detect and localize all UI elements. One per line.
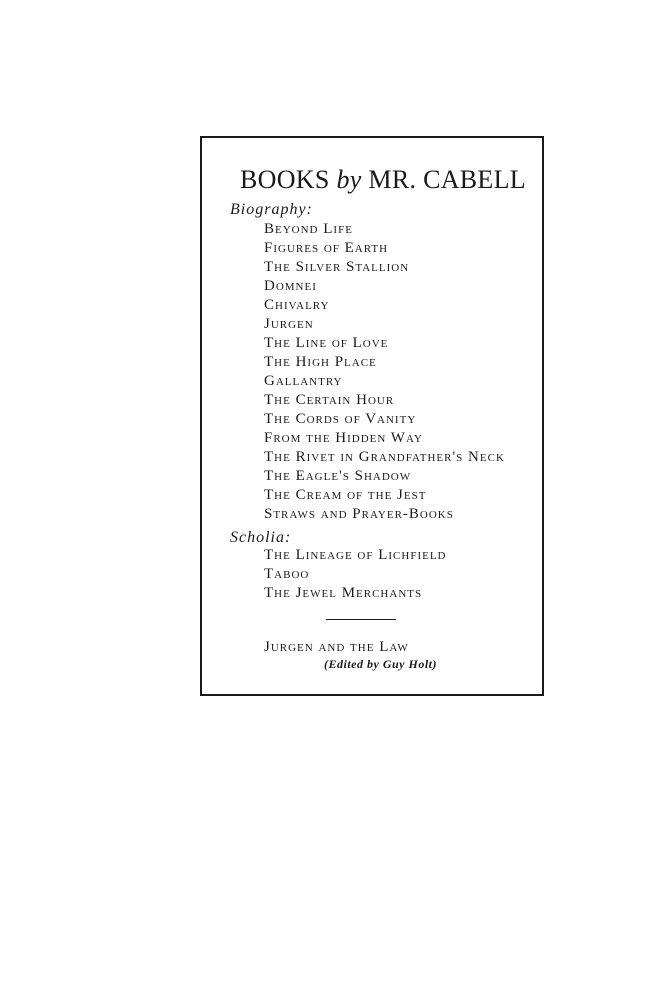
list-item: The Rivet in Grandfather's Neck — [264, 449, 505, 465]
title-by: by — [336, 165, 362, 194]
list-item: Figures of Earth — [264, 240, 389, 256]
page-title — [240, 164, 526, 196]
divider-rule — [326, 619, 396, 620]
list-item: The Cream of the Jest — [264, 487, 427, 503]
list-item: Jurgen — [264, 316, 314, 332]
list-item: The Eagle's Shadow — [264, 468, 412, 484]
biography-list — [264, 220, 505, 524]
list-item: The Lineage of Lichfield — [264, 547, 447, 563]
book-list-frame — [200, 136, 544, 696]
appendix-title: Jurgen and the Law — [264, 639, 409, 655]
list-item: The Cords of Vanity — [264, 411, 417, 427]
list-item: Gallantry — [264, 373, 343, 389]
list-item: Taboo — [264, 566, 310, 582]
list-item: The High Place — [264, 354, 377, 370]
list-item: The Silver Stallion — [264, 259, 410, 275]
section-label-scholia: Scholia: — [230, 529, 292, 546]
list-item: From the Hidden Way — [264, 430, 423, 446]
list-item: Straws and Prayer-Books — [264, 506, 454, 522]
list-item: Chivalry — [264, 297, 330, 313]
title-author: MR. CABELL — [368, 165, 526, 194]
list-item: The Jewel Merchants — [264, 585, 423, 601]
scholia-list — [264, 546, 447, 603]
title-books: BOOKS — [240, 165, 330, 194]
appendix-note: (Edited by Guy Holt) — [324, 657, 437, 671]
list-item: The Line of Love — [264, 335, 389, 351]
list-item: The Certain Hour — [264, 392, 395, 408]
list-item: Beyond Life — [264, 221, 353, 237]
list-item: Domnei — [264, 278, 317, 294]
section-label-biography: Biography: — [230, 201, 313, 218]
